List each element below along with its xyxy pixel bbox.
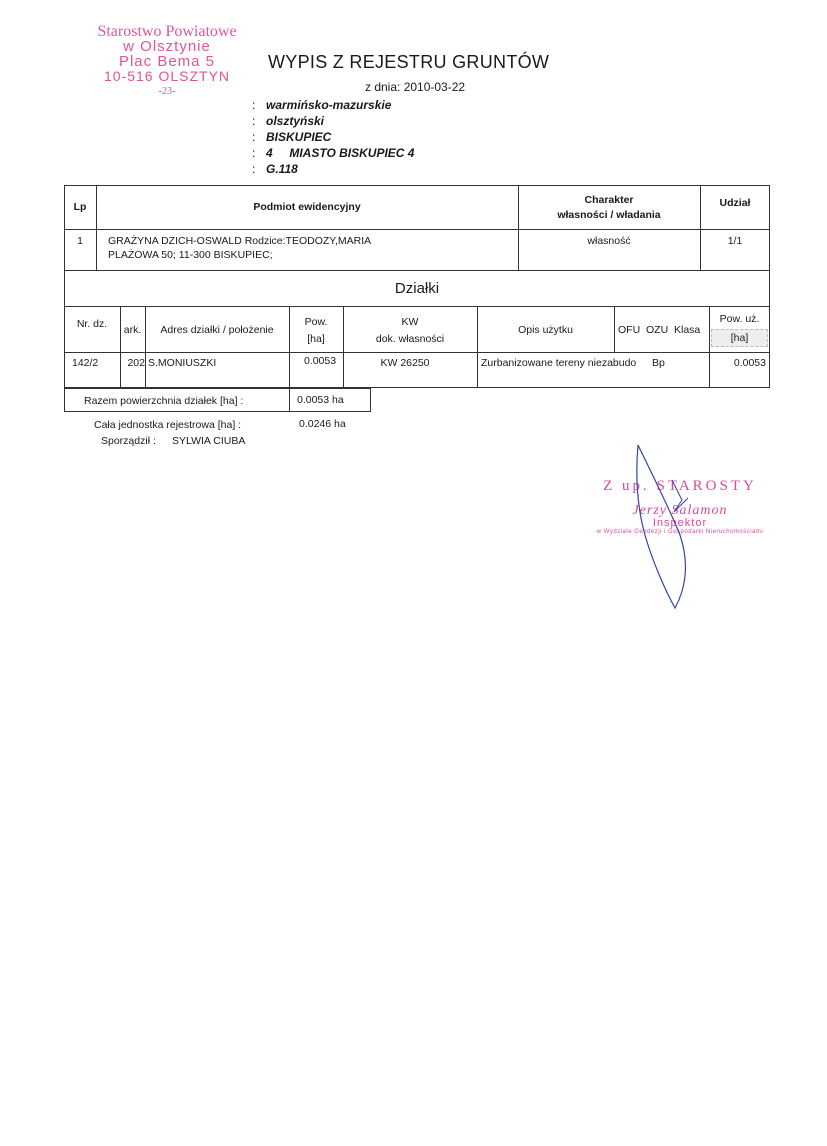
cala-value: 0.0246 ha: [299, 418, 346, 430]
owner-name: GRAŻYNA DZICH-OSWALD Rodzice:TEODOZY,MARIA: [108, 235, 372, 247]
cala-label: Cała jednostka rejestrowa [ha] :: [94, 419, 242, 431]
parcel-ofu: Bp: [652, 357, 665, 369]
header-charakter-1: Charakter: [584, 194, 634, 206]
signature-stamp-line-4: w Wydziale Geodezji i Gospodarki Nieruchomościami: [596, 529, 764, 535]
section-title-dzialki: Działki: [394, 280, 440, 297]
handwritten-signature: [610, 440, 710, 615]
header-adres: Adres działki / położenie: [160, 324, 274, 336]
divider: [64, 270, 770, 271]
divider: [145, 306, 146, 388]
divider: [477, 306, 478, 388]
divider: [64, 352, 770, 353]
meta-colon: :: [252, 146, 256, 160]
razem-value: 0.0053 ha: [297, 394, 344, 406]
header-udzial: Udział: [719, 197, 751, 209]
meta-value: warmińsko-mazurskie: [266, 98, 392, 112]
document-date: z dnia: 2010-03-22: [365, 80, 466, 94]
office-stamp: [72, 24, 262, 99]
owner-charakter: własność: [587, 235, 631, 247]
meta-colon: :: [252, 130, 256, 144]
razem-label: Razem powierzchnia działek [ha] :: [84, 395, 244, 407]
parcel-pow: 0.0053: [303, 355, 337, 367]
divider: [96, 185, 97, 271]
document-title: WYPIS Z REJESTRU GRUNTÓW: [268, 52, 550, 72]
parcel-adres: S.MONIUSZKI: [148, 357, 217, 369]
parcel-kw: KW 26250: [380, 357, 430, 369]
divider: [614, 306, 615, 352]
header-opis: Opis użytku: [518, 324, 573, 336]
stamp-line-2: w Olsztynie: [123, 38, 211, 55]
owner-udzial: 1/1: [727, 235, 743, 247]
stamp-line-4: 10-516 OLSZTYN: [103, 68, 231, 84]
divider: [289, 388, 290, 412]
header-charakter-2: własności / władania: [557, 209, 661, 221]
signature-stamp-line-2: Jerzy Salamon: [632, 503, 728, 518]
header-ofu-ozu-klasa: OFU OZU Klasa: [618, 324, 701, 336]
header-nr-dz: Nr. dz.: [76, 318, 108, 330]
meta-value: 4 MIASTO BISKUPIEC 4: [266, 146, 415, 160]
sporzadzil-label: Sporządził :: [101, 435, 156, 447]
meta-colon: :: [252, 162, 256, 176]
meta-value: G.118: [266, 162, 298, 176]
parcel-pow-uz: 0.0053: [733, 357, 766, 369]
owner-lp: 1: [77, 235, 83, 247]
sporzadzil-value: SYLWIA CIUBA: [172, 435, 246, 447]
header-podmiot: Podmiot ewidencyjny: [253, 201, 361, 213]
divider: [120, 306, 121, 388]
meta-colon: :: [252, 114, 256, 128]
meta-colon: :: [252, 98, 256, 112]
header-pow-2: [ha]: [307, 333, 325, 345]
parcel-opis: Zurbanizowane tereny niezabudo: [481, 357, 637, 369]
stamp-line-3: Plac Bema 5: [118, 53, 216, 70]
meta-value: BISKUPIEC: [266, 130, 332, 144]
parcel-ark: 202: [127, 357, 145, 369]
owner-address: PLAŻOWA 50; 11-300 BISKUPIEC;: [108, 249, 273, 261]
header-pow-uz-2: [ha]: [711, 329, 768, 347]
signature-stamp-line-3: Inspektor: [652, 517, 708, 529]
header-pow-uz-1: Pow. uż.: [719, 313, 760, 325]
stamp-line-5: -23-: [158, 86, 176, 97]
header-lp: Lp: [73, 201, 87, 213]
divider: [64, 229, 770, 230]
stamp-line-1: Starostwo Powiatowe: [97, 23, 237, 40]
header-pow-1: Pow.: [304, 316, 328, 328]
header-ark: ark.: [123, 324, 142, 336]
meta-value: olsztyński: [266, 114, 325, 128]
divider: [64, 306, 770, 307]
parcel-nr-dz: 142/2: [72, 357, 99, 369]
header-kw-2: dok. własności: [375, 333, 445, 345]
signature-stamp-line-1: Z up. STAROSTY: [603, 478, 757, 494]
header-kw-1: KW: [401, 316, 419, 328]
